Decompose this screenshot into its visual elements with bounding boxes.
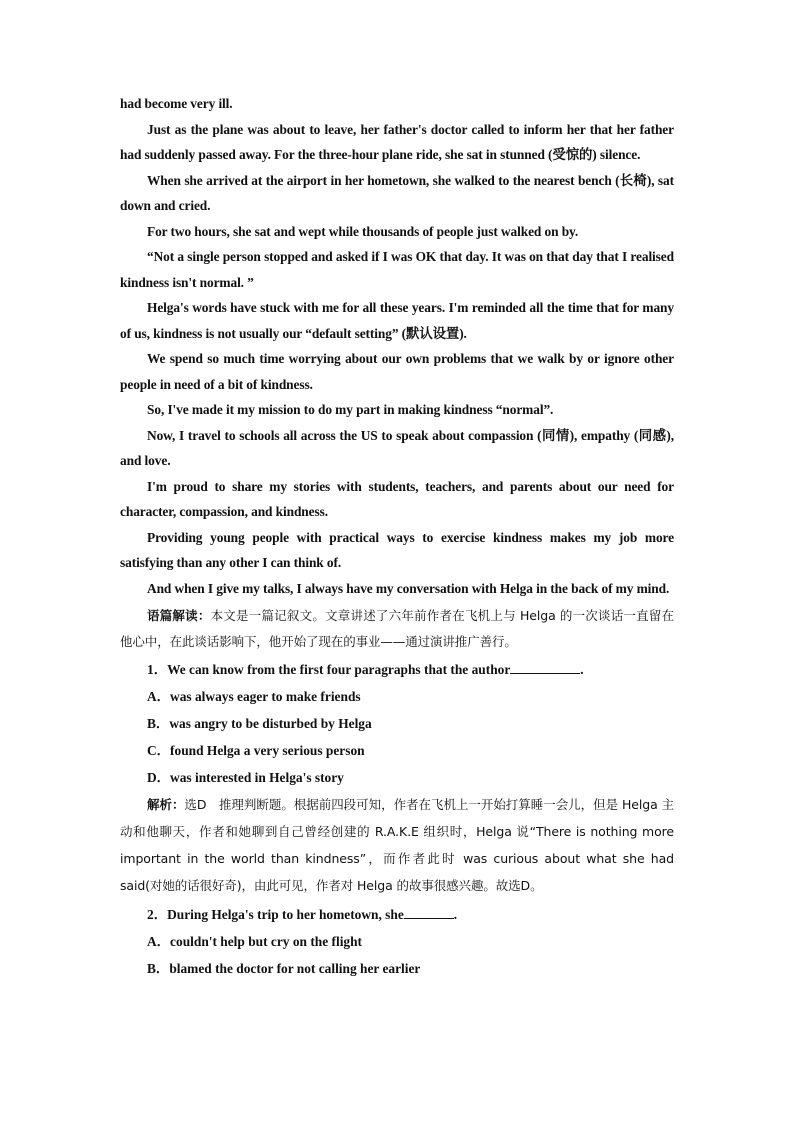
q1-option-a: A．was always eager to make friends (147, 689, 361, 704)
document-page (120, 91, 674, 982)
paragraph-9: I'm proud to share my stories with students, teachers, and parents about our need for character, compassion, and kindness. (120, 478, 674, 519)
paragraph-8: Now, I travel to schools all across the US to speak about compassion (同情), empathy (同感), and love. (120, 427, 674, 468)
q1-analysis-label: 解析： (147, 797, 185, 812)
passage (120, 91, 674, 601)
paragraph-3: For two hours, she sat and wept while thousands of people just walked on by. (147, 223, 579, 239)
paragraph-1: Just as the plane was about to leave, her father's doctor called to inform her that her father had suddenly passed away. For the three-hour plane ride, she sat in stunned (受惊的) silence. (120, 121, 674, 162)
answer-blank (404, 906, 454, 919)
q1-option-d: D．was interested in Helga's story (147, 770, 344, 785)
answer-blank (510, 661, 580, 674)
paragraph-6: We spend so much time worrying about our own problems that we walk by or ignore other people in need of a bit of kindness. (120, 351, 674, 392)
q1-analysis (120, 791, 674, 899)
q1-option-c: C．found Helga a very serious person (147, 743, 365, 758)
question-1-stem: 1．We can know from the first four paragraphs that the author . (147, 662, 584, 677)
paragraph-0: had become very ill. (120, 96, 233, 111)
reading-note-label: 语篇解读： (147, 608, 211, 623)
paragraph-10: Providing young people with practical ways to exercise kindness makes my job more satisfying than any other I can think of. (120, 529, 674, 570)
paragraph-2: When she arrived at the airport in her hometown, she walked to the nearest bench (长椅), sat down and cried. (120, 172, 674, 213)
question-1 (120, 656, 674, 899)
q2-option-b: B．blamed the doctor for not calling her earlier (147, 961, 421, 976)
reading-note (120, 603, 674, 654)
paragraph-4: “Not a single person stopped and asked if I was OK that day. It was on that day that I realised kindness isn't normal. ” (120, 249, 674, 290)
paragraph-11: And when I give my talks, I always have my conversation with Helga in the back of my mind. (147, 580, 670, 596)
paragraph-5: Helga's words have stuck with me for all these years. I'm reminded all the time that for many of us, kindness is not usually our “default setting” (默认设置). (120, 300, 674, 341)
q1-analysis-text: 选D 推理判断题。根据前四段可知，作者在飞机上一开始打算睡一会儿，但是 Helga 主动和他聊天，作者和她聊到自己曾经创建的 R.A.K.E 组织时，Helga 说“There is nothing more important in the world than kindness”，而作者此时 was curious about what she had said(对她的话很好奇)，由此可见，作者对 Helga 的故事很感兴趣。故选D。 (120, 797, 674, 893)
reading-note-text: 本文是一篇记叙文。文章讲述了六年前作者在飞机上与 Helga 的一次谈话一直留在他心中，在此谈话影响下，他开始了现在的事业——通过演讲推广善行。 (120, 608, 674, 649)
question-2-stem: 2．During Helga's trip to her hometown, she . (147, 907, 458, 922)
question-2 (120, 901, 674, 982)
q1-option-b: B．was angry to be disturbed by Helga (147, 716, 372, 731)
paragraph-7: So, I've made it my mission to do my part in making kindness “normal”. (147, 402, 554, 417)
q2-option-a: A．couldn't help but cry on the flight (147, 934, 363, 949)
